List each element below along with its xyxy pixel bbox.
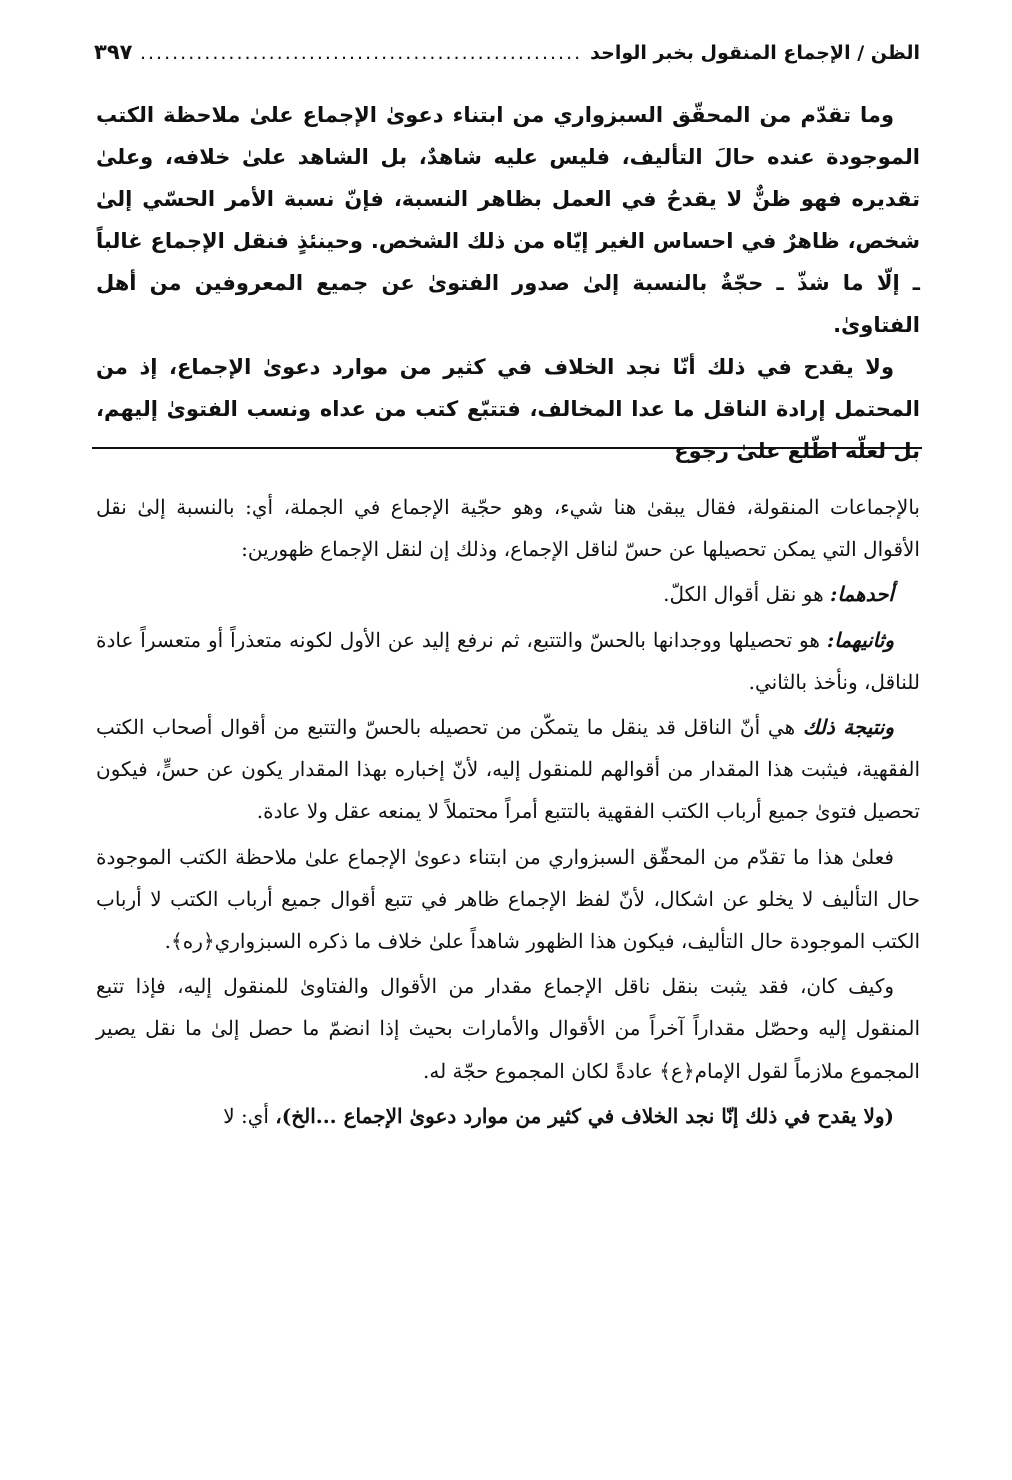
commentary-paragraph bbox=[96, 619, 920, 703]
commentary-body: هو تحصيلها ووجدانها بالحسّ والتتبع، ثم نرفع إليد عن الأول لكونه متعذراً أو متعسراً عادة للناقل، ونأخذ بالثاني. bbox=[96, 627, 920, 694]
commentary-paragraph bbox=[96, 1095, 920, 1137]
quoted-matn: (ولا يقدح في ذلك إنّا نجد الخلاف في كثير من موارد دعوىٰ الإجماع ...الخ)، bbox=[275, 1103, 894, 1128]
commentary-label: ونتيجة ذلك bbox=[802, 715, 895, 740]
commentary-body: هي أنّ الناقل قد ينقل ما يتمكّن من تحصيله بالحسّ والتتبع من أقوال أصحاب الكتب الفقهية، فيثبت هذا المقدار من أقوالهم للمنقول إليه، لأنّ إخباره بهذا المقدار يكون عن حسٍّ، فيكون تحصيل فتوىٰ جميع أرباب الكتب الفقهية بالتتبع أمراً محتملاً لا يمنعه عقل ولا عادة. bbox=[96, 715, 920, 824]
commentary-paragraph: فعلىٰ هذا ما تقدّم من المحقّق السبزواري من ابتناء دعوىٰ الإجماع علىٰ ملاحظة الكتب الموجودة حال التأليف لا يخلو عن اشكال، لأنّ لفظ الإجماع ظاهر في تتبع أقوال جميع أرباب الكتب لا أرباب الكتب الموجودة حال التأليف، فيكون هذا الظهور شاهداً علىٰ خلاف ما ذكره السبزواري﴿ره﴾. bbox=[96, 844, 920, 954]
main-text bbox=[96, 94, 920, 472]
commentary-paragraph: بالإجماعات المنقولة، فقال يبقىٰ هنا شيء، وهو حجّية الإجماع في الجملة، أي: بالنسبة إلىٰ نقل الأقوال التي يمكن تحصيلها عن حسّ لناقل الإجماع، وذلك إن لنقل الإجماع ظهورين: bbox=[96, 495, 920, 562]
commentary-paragraph: وكيف كان، فقد يثبت بنقل ناقل الإجماع مقدار من الأقوال والفتاوىٰ للمنقول إليه، فإذا تتبع المنقول إليه وحصّل مقداراً آخراً من الأقوال والأمارات بحيث إذا انضمّ ما حصل إلىٰ ما نقل يصير المجموع ملازماً لقول الإمام﴿ع﴾ عادةً لكان المجموع حجّة له. bbox=[96, 974, 920, 1083]
main-paragraph: ولا يقدح في ذلك أنّا نجد الخلاف في كثير من موارد دعوىٰ الإجماع، إذ من المحتمل إرادة الناقل ما عدا المخالف، فتتبّع كتب من عداه ونسب الفتوىٰ إليهم، بل لعلّه اطّلع علىٰ رجوع bbox=[96, 355, 920, 463]
page-header bbox=[94, 40, 920, 74]
main-paragraph: وما تقدّم من المحقّق السبزواري من ابتناء دعوىٰ الإجماع علىٰ ملاحظة الكتب الموجودة عنده حالَ التأليف، فليس عليه شاهدٌ، بل الشاهد علىٰ خلافه، وعلىٰ تقديره فهو ظنٌّ لا يقدحُ في العمل بظاهر النسبة، فإنّ نسبة الأمر الحسّي إلىٰ شخص، ظاهرٌ في احساس الغير إيّاه من ذلك الشخص. وحينئذٍ فنقل الإجماع غالباً ـ إلّا ما شذّ ـ حجّةٌ بالنسبة إلىٰ صدور الفتوىٰ عن جميع المعروفين من أهل الفتاوىٰ. bbox=[96, 103, 920, 337]
page-number: ٣٩٧ bbox=[94, 40, 133, 64]
commentary-paragraph bbox=[96, 573, 920, 615]
commentary-label: أحدهما: bbox=[829, 582, 894, 607]
commentary-label: وثانيهما: bbox=[826, 627, 894, 652]
footnote-divider bbox=[92, 447, 922, 449]
commentary-paragraph bbox=[96, 706, 920, 833]
dot-leader bbox=[140, 42, 582, 64]
commentary-body: هو نقل أقوال الكلّ. bbox=[663, 582, 824, 607]
commentary-body: أي: لا bbox=[223, 1103, 269, 1128]
running-title: الظن / الإجماع المنقول بخبر الواحد bbox=[590, 42, 920, 64]
commentary-text bbox=[96, 486, 920, 1140]
